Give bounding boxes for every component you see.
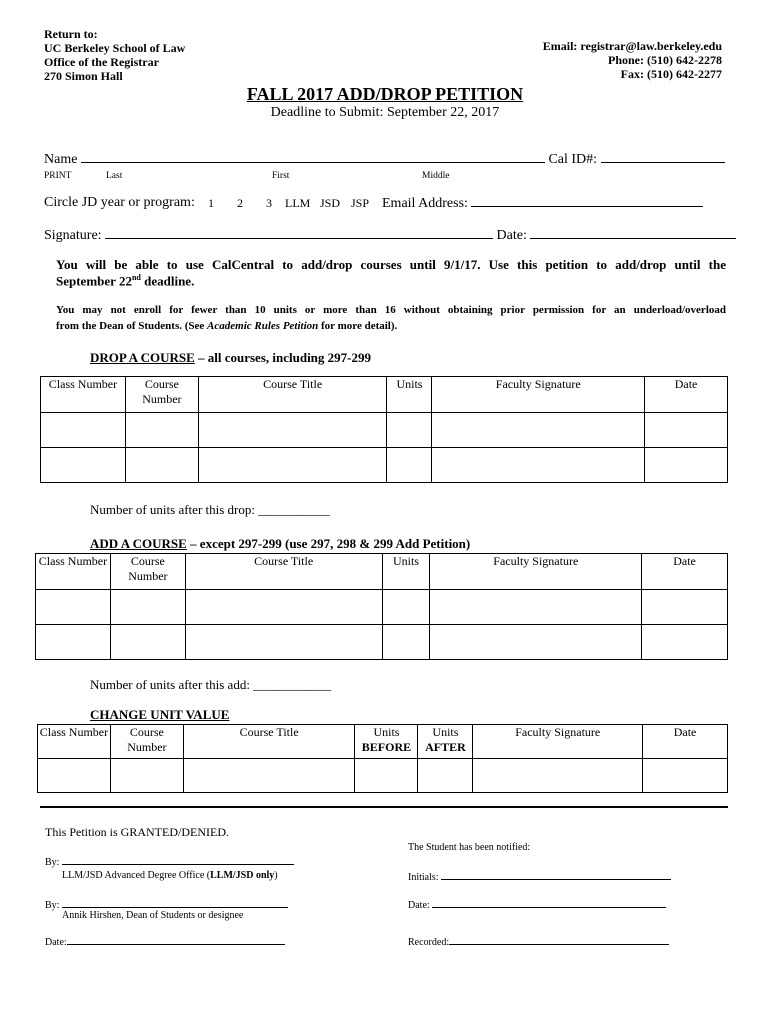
units-after-label: Units bbox=[432, 725, 459, 739]
cal-id-label: Cal ID#: bbox=[548, 152, 598, 167]
jd-option-jsp[interactable]: JSP bbox=[351, 196, 370, 210]
drop-table bbox=[40, 376, 728, 483]
email-row bbox=[382, 195, 703, 212]
signature-field[interactable] bbox=[105, 227, 493, 239]
change-col-units-before bbox=[355, 725, 418, 759]
table-row bbox=[36, 625, 728, 660]
change-col-class-number: Class Number bbox=[38, 725, 111, 759]
office-caption bbox=[62, 870, 278, 881]
table-cell[interactable] bbox=[198, 413, 387, 448]
notice-deadline-word: deadline. bbox=[140, 273, 195, 289]
before-label: BEFORE bbox=[361, 740, 412, 754]
add-col-course-title: Course Title bbox=[185, 554, 382, 590]
add-col-class-number: Class Number bbox=[36, 554, 111, 590]
signature-row bbox=[44, 227, 736, 244]
table-row bbox=[38, 759, 728, 793]
add-col-units: Units bbox=[382, 554, 430, 590]
after-label: AFTER bbox=[425, 740, 466, 754]
table-cell[interactable] bbox=[432, 448, 645, 483]
office-location: 270 Simon Hall bbox=[44, 69, 123, 83]
notified-date-label: Date: bbox=[408, 900, 430, 911]
notice-date-suffix: nd bbox=[131, 273, 141, 282]
units-after-add: Number of units after this add: ____________ bbox=[90, 677, 332, 692]
drop-col-faculty-signature: Faculty Signature bbox=[432, 377, 645, 413]
change-col-course-number: Course Number bbox=[110, 725, 183, 759]
add-table bbox=[35, 553, 728, 660]
table-cell[interactable] bbox=[643, 759, 728, 793]
office-name: Office of the Registrar bbox=[44, 55, 159, 69]
change-col-units-after bbox=[418, 725, 473, 759]
initials-field[interactable] bbox=[441, 870, 671, 880]
calcentral-notice-deadline bbox=[56, 273, 194, 289]
units-notice-dean bbox=[56, 320, 397, 332]
add-heading bbox=[90, 536, 470, 552]
change-col-faculty-signature: Faculty Signature bbox=[473, 725, 643, 759]
table-cell[interactable] bbox=[198, 448, 387, 483]
footer-date-row bbox=[45, 935, 285, 948]
academic-rules-petition-link[interactable]: Academic Rules Petition bbox=[207, 320, 319, 332]
notified-date-row bbox=[408, 898, 666, 911]
return-to-label: Return to: bbox=[44, 27, 98, 41]
contact-phone: Phone: (510) 642-2278 bbox=[608, 53, 722, 67]
school-name: UC Berkeley School of Law bbox=[44, 41, 186, 55]
dean-caption: Annik Hirshen, Dean of Students or designee bbox=[62, 910, 244, 921]
units-after-drop: Number of units after this drop: ___________ bbox=[90, 502, 330, 517]
office-caption-bold: LLM/JSD only bbox=[210, 870, 275, 881]
drop-heading-title: DROP A COURSE bbox=[90, 350, 195, 365]
deadline-text: Deadline to Submit: September 22, 2017 bbox=[270, 105, 500, 120]
cal-id-field[interactable] bbox=[601, 151, 725, 163]
table-cell[interactable] bbox=[418, 759, 473, 793]
table-cell[interactable] bbox=[355, 759, 418, 793]
drop-col-course-number: Course Number bbox=[125, 377, 198, 413]
signature-date-field[interactable] bbox=[530, 227, 736, 239]
contact-email: Email: registrar@law.berkeley.edu bbox=[542, 39, 722, 53]
add-header-row bbox=[36, 554, 728, 590]
name-row bbox=[44, 151, 725, 168]
table-cell[interactable] bbox=[38, 759, 111, 793]
drop-col-date: Date bbox=[645, 377, 728, 413]
dean-by-field[interactable] bbox=[62, 898, 288, 908]
change-col-course-title: Course Title bbox=[183, 725, 355, 759]
signature-label: Signature: bbox=[44, 228, 102, 243]
email-field[interactable] bbox=[471, 195, 703, 207]
recorded-field[interactable] bbox=[449, 935, 669, 945]
contact-info bbox=[543, 39, 722, 81]
change-col-date: Date bbox=[643, 725, 728, 759]
print-hint: PRINT bbox=[44, 171, 72, 181]
middle-name-hint: Middle bbox=[422, 171, 450, 181]
table-cell[interactable] bbox=[183, 759, 355, 793]
footer-date-label: Date: bbox=[45, 937, 67, 948]
notice-date: September 22 bbox=[56, 273, 132, 289]
table-cell[interactable] bbox=[387, 448, 432, 483]
add-col-course-number: Course Number bbox=[110, 554, 185, 590]
drop-col-units: Units bbox=[387, 377, 432, 413]
table-cell[interactable] bbox=[36, 625, 111, 660]
units-notice-text: from the Dean of Students. (See bbox=[56, 320, 208, 332]
change-header-row bbox=[38, 725, 728, 759]
email-label: Email Address: bbox=[382, 196, 468, 211]
table-cell[interactable] bbox=[125, 413, 198, 448]
return-address bbox=[44, 27, 185, 83]
jd-year-label: Circle JD year or program: bbox=[44, 195, 195, 210]
add-heading-note: – except 297-299 (use 297, 298 & 299 Add Petition) bbox=[186, 536, 471, 551]
first-name-hint: First bbox=[272, 171, 290, 181]
jd-option-3[interactable]: 3 bbox=[266, 196, 272, 210]
name-label: Name bbox=[44, 152, 78, 167]
table-cell[interactable] bbox=[430, 625, 642, 660]
section-divider bbox=[40, 806, 728, 808]
table-cell[interactable] bbox=[36, 590, 111, 625]
table-cell[interactable] bbox=[110, 590, 185, 625]
table-cell[interactable] bbox=[387, 413, 432, 448]
jd-option-jsd[interactable]: JSD bbox=[320, 196, 341, 210]
drop-col-class-number: Class Number bbox=[41, 377, 126, 413]
office-caption-close: ) bbox=[274, 870, 278, 881]
table-cell[interactable] bbox=[645, 413, 728, 448]
drop-heading bbox=[90, 350, 371, 366]
table-cell[interactable] bbox=[41, 448, 126, 483]
table-cell[interactable] bbox=[642, 590, 728, 625]
units-notice-tail: for more detail). bbox=[318, 320, 398, 332]
calcentral-notice: You will be able to use CalCentral to add/drop courses until 9/1/17. Use this petition to add/drop until the bbox=[56, 257, 726, 272]
table-cell[interactable] bbox=[645, 448, 728, 483]
table-cell[interactable] bbox=[473, 759, 643, 793]
table-cell[interactable] bbox=[430, 590, 642, 625]
add-heading-title: ADD A COURSE bbox=[90, 536, 187, 551]
footer-date-field[interactable] bbox=[67, 935, 285, 945]
table-cell[interactable] bbox=[432, 413, 645, 448]
contact-fax: Fax: (510) 642-2277 bbox=[620, 67, 722, 81]
jd-option-1[interactable]: 1 bbox=[208, 196, 214, 210]
table-row bbox=[41, 448, 728, 483]
change-unit-heading: CHANGE UNIT VALUE bbox=[90, 707, 230, 722]
initials-row bbox=[408, 870, 671, 883]
table-cell[interactable] bbox=[382, 590, 430, 625]
name-field[interactable] bbox=[81, 151, 545, 163]
table-row bbox=[36, 590, 728, 625]
jd-option-llm[interactable]: LLM bbox=[285, 196, 311, 210]
signature-date-label: Date: bbox=[496, 228, 527, 243]
change-unit-table bbox=[37, 724, 728, 793]
office-caption-text: LLM/JSD Advanced Degree Office ( bbox=[62, 870, 211, 881]
notified-date-field[interactable] bbox=[432, 898, 666, 908]
table-cell[interactable] bbox=[125, 448, 198, 483]
recorded-label: Recorded: bbox=[408, 937, 450, 948]
add-col-faculty-signature: Faculty Signature bbox=[430, 554, 642, 590]
table-cell[interactable] bbox=[642, 625, 728, 660]
office-by-label: By: bbox=[45, 857, 60, 868]
recorded-row bbox=[408, 935, 669, 948]
office-by-row bbox=[45, 855, 294, 868]
petition-status: This Petition is GRANTED/DENIED. bbox=[45, 825, 229, 839]
table-cell[interactable] bbox=[382, 625, 430, 660]
student-notified-label: The Student has been notified: bbox=[408, 842, 531, 853]
table-cell[interactable] bbox=[41, 413, 126, 448]
table-cell[interactable] bbox=[110, 625, 185, 660]
jd-option-2[interactable]: 2 bbox=[237, 196, 243, 210]
table-cell[interactable] bbox=[185, 590, 382, 625]
office-by-field[interactable] bbox=[62, 855, 294, 865]
drop-heading-note: – all courses, including 297-299 bbox=[194, 350, 371, 365]
units-before-label: Units bbox=[373, 725, 400, 739]
form-title: FALL 2017 ADD/DROP PETITION bbox=[246, 84, 524, 104]
table-cell[interactable] bbox=[110, 759, 183, 793]
drop-col-course-title: Course Title bbox=[198, 377, 387, 413]
last-name-hint: Last bbox=[106, 171, 123, 181]
initials-label: Initials: bbox=[408, 872, 439, 883]
dean-by-label: By: bbox=[45, 900, 60, 911]
units-notice: You may not enroll for fewer than 10 units or more than 16 without obtaining prior permission for an underload/overload bbox=[56, 304, 726, 316]
add-col-date: Date bbox=[642, 554, 728, 590]
drop-header-row bbox=[41, 377, 728, 413]
table-row bbox=[41, 413, 728, 448]
table-cell[interactable] bbox=[185, 625, 382, 660]
